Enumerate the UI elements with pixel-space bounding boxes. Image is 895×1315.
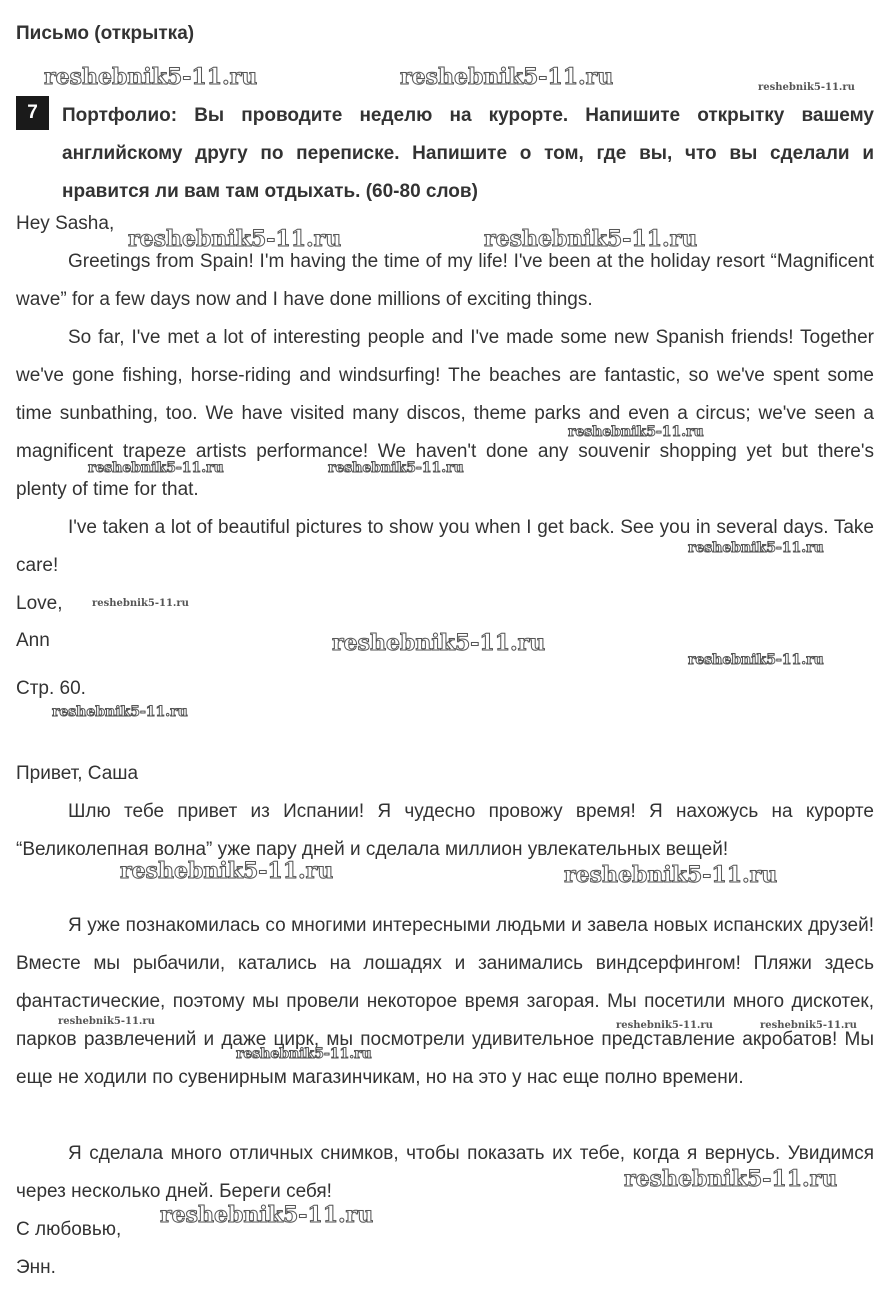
task-instructions: Портфолио: Вы проводите неделю на курорте. Напишите открытку вашему английскому другу по переписке. Напишите о том, где вы, что вы сделали и нравится ли вам там отдыхать. (60-80 слов) bbox=[62, 105, 874, 202]
watermark: reshebnik5-11.ru bbox=[568, 424, 704, 440]
watermark: reshebnik5-11.ru bbox=[760, 1020, 857, 1031]
task-number-badge: 7 bbox=[16, 96, 49, 130]
watermark: reshebnik5-11.ru bbox=[44, 64, 258, 90]
watermark: reshebnik5-11.ru bbox=[616, 1020, 713, 1031]
russian-signature: Энн. bbox=[16, 1257, 56, 1278]
english-closing: Love, bbox=[16, 593, 63, 614]
watermark: reshebnik5-11.ru bbox=[328, 460, 464, 476]
russian-paragraph-1: Шлю тебе привет из Испании! Я чудесно провожу время! Я нахожусь на курорте “Великолепная волна” уже пару дней и сделала миллион увлекательных вещей! bbox=[16, 801, 874, 860]
watermark: reshebnik5-11.ru bbox=[92, 598, 189, 609]
watermark: reshebnik5-11.ru bbox=[236, 1046, 372, 1062]
russian-greeting: Привет, Саша bbox=[16, 763, 139, 784]
watermark: reshebnik5-11.ru bbox=[128, 226, 342, 252]
english-greeting: Hey Sasha, bbox=[16, 213, 115, 234]
watermark: reshebnik5-11.ru bbox=[688, 652, 824, 668]
watermark: reshebnik5-11.ru bbox=[332, 630, 546, 656]
watermark: reshebnik5-11.ru bbox=[58, 1016, 155, 1027]
page-reference: Стр. 60. bbox=[16, 678, 86, 699]
english-paragraph-1: Greetings from Spain! I'm having the time of my life! I've been at the holiday resort “Magnificent wave” for a few days now and I have done millions of exciting things. bbox=[16, 251, 874, 310]
english-signature: Ann bbox=[16, 630, 50, 651]
russian-closing: С любовью, bbox=[16, 1219, 122, 1240]
watermark: reshebnik5-11.ru bbox=[688, 540, 824, 556]
watermark: reshebnik5-11.ru bbox=[160, 1202, 374, 1228]
watermark: reshebnik5-11.ru bbox=[120, 858, 334, 884]
watermark: reshebnik5-11.ru bbox=[564, 862, 778, 888]
section-heading: Письмо (открытка) bbox=[16, 23, 195, 44]
watermark: reshebnik5-11.ru bbox=[88, 460, 224, 476]
russian-paragraph-2: Я уже познакомилась со многими интересными людьми и завела новых испанских друзей! Вместе мы рыбачили, катались на лошадях и занимались виндсерфингом! Пляжи здесь фантастические, поэтому мы провели некоторое время загорая. Мы посетили много дискотек, парков развлечений и даже цирк, мы посмотрели удивительное представление акробатов! Мы еще не ходили по сувенирным магазинчикам, но на это у нас еще полно времени. bbox=[16, 915, 874, 1088]
russian-paragraph-3: Я сделала много отличных снимков, чтобы показать их тебе, когда я вернусь. Увидимся через несколько дней. Береги себя! bbox=[16, 1143, 874, 1202]
watermark: reshebnik5-11.ru bbox=[484, 226, 698, 252]
watermark: reshebnik5-11.ru bbox=[624, 1166, 838, 1192]
watermark: reshebnik5-11.ru bbox=[758, 82, 855, 93]
watermark: reshebnik5-11.ru bbox=[400, 64, 614, 90]
english-paragraph-2: So far, I've met a lot of interesting people and I've made some new Spanish friends! Together we've gone fishing, horse-riding and windsurfing! The beaches are fantastic, so we've spent some time sunbathing, too. We have visited many discos, theme parks and even a circus; we've seen a magnificent trapeze artists performance! We haven't done any souvenir shopping yet but there's plenty of time for that. bbox=[16, 327, 874, 500]
watermark: reshebnik5-11.ru bbox=[52, 704, 188, 720]
english-paragraph-3: I've taken a lot of beautiful pictures to show you when I get back. See you in several days. Take care! bbox=[16, 517, 874, 576]
